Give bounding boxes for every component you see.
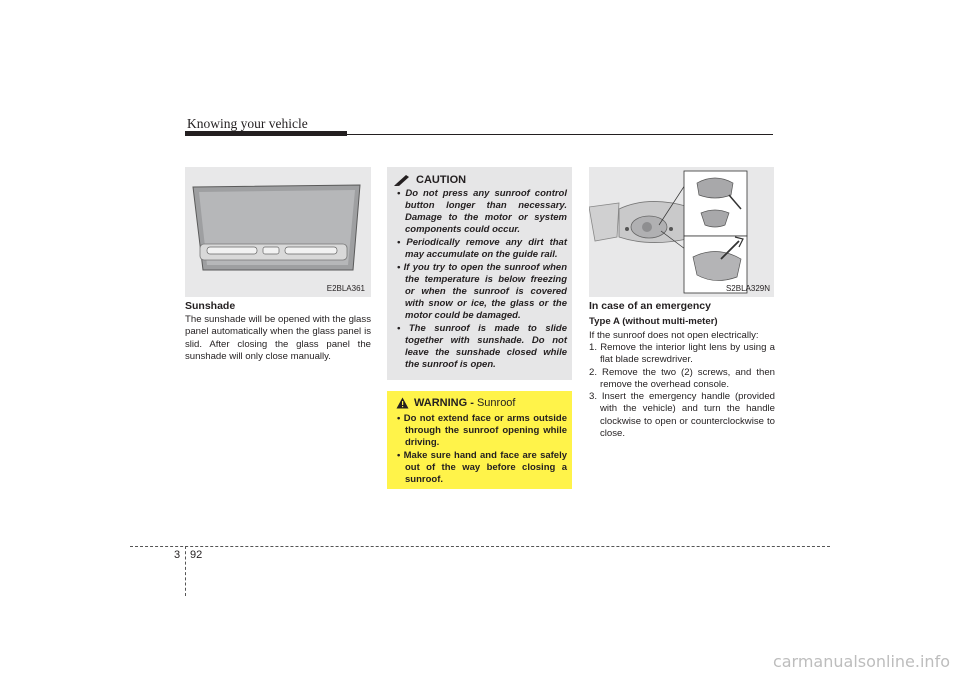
caution-title: CAUTION <box>416 174 467 186</box>
caution-item: • If you try to open the sunroof when the temperature is below freezing or when the sunroof is covered with snow or ice, the glass or the motor could be damaged. <box>397 262 568 321</box>
footer-rule <box>130 546 830 547</box>
emergency-steps <box>589 342 775 440</box>
page-number: 92 <box>190 549 203 561</box>
caution-item: • Do not press any sunroof control button longer than necessary. Damage to the motor or system components could occur. <box>397 188 567 235</box>
caution-box <box>387 167 572 380</box>
image-code-label: S2BLA329N <box>725 284 770 293</box>
warning-box <box>387 391 572 489</box>
step-item: 2. Remove the two (2) screws, and then remove the overhead console. <box>589 366 775 390</box>
header-bar <box>185 131 347 136</box>
warning-item: • Make sure hand and face are safely out of the way before closing a sunroof. <box>397 450 567 485</box>
sunshade-illustration <box>185 167 371 297</box>
emergency-heading: In case of an emergency <box>589 300 711 312</box>
sunshade-heading: Sunshade <box>185 300 236 312</box>
sunshade-drawing <box>185 167 371 297</box>
caution-item: • Periodically remove any dirt that may accumulate on the guide rail. <box>397 237 567 260</box>
warning-item: • Do not extend face or arms outside through the sunroof opening while driving. <box>397 413 567 448</box>
warning-title: WARNING - Sunroof <box>414 397 516 409</box>
header-rule <box>347 134 773 135</box>
caution-item: • The sunroof is made to slide together with sunshade. Do not leave the sunshade closed while the sunroof is open. <box>397 323 567 370</box>
chapter-number: 3 <box>174 549 181 561</box>
page-header-title: Knowing your vehicle <box>187 116 308 131</box>
emergency-handle-illustration <box>589 167 774 297</box>
emergency-intro: If the sunroof does not open electrically: <box>589 330 759 341</box>
overhead-console-drawing <box>589 167 774 297</box>
caution-pencil-icon <box>394 174 410 186</box>
sunshade-body: The sunshade will be opened with the glass panel automatically when the glass panel is slid. After closing the glass panel the sunshade will only close manually. <box>185 314 371 362</box>
image-code-label: E2BLA361 <box>326 284 365 293</box>
warning-triangle-icon <box>396 397 409 409</box>
watermark-text: carmanualsonline.info <box>772 652 950 671</box>
caution-list <box>391 188 567 372</box>
footer-divider <box>185 546 186 596</box>
step-item: 3. Insert the emergency handle (provided with the vehicle) and turn the handle clockwise to open or counterclockwise to close. <box>589 391 775 440</box>
warning-list <box>391 413 567 487</box>
emergency-subheading: Type A (without multi-meter) <box>589 316 718 327</box>
step-item: 1. Remove the interior light lens by using a flat blade screwdriver. <box>589 342 775 366</box>
